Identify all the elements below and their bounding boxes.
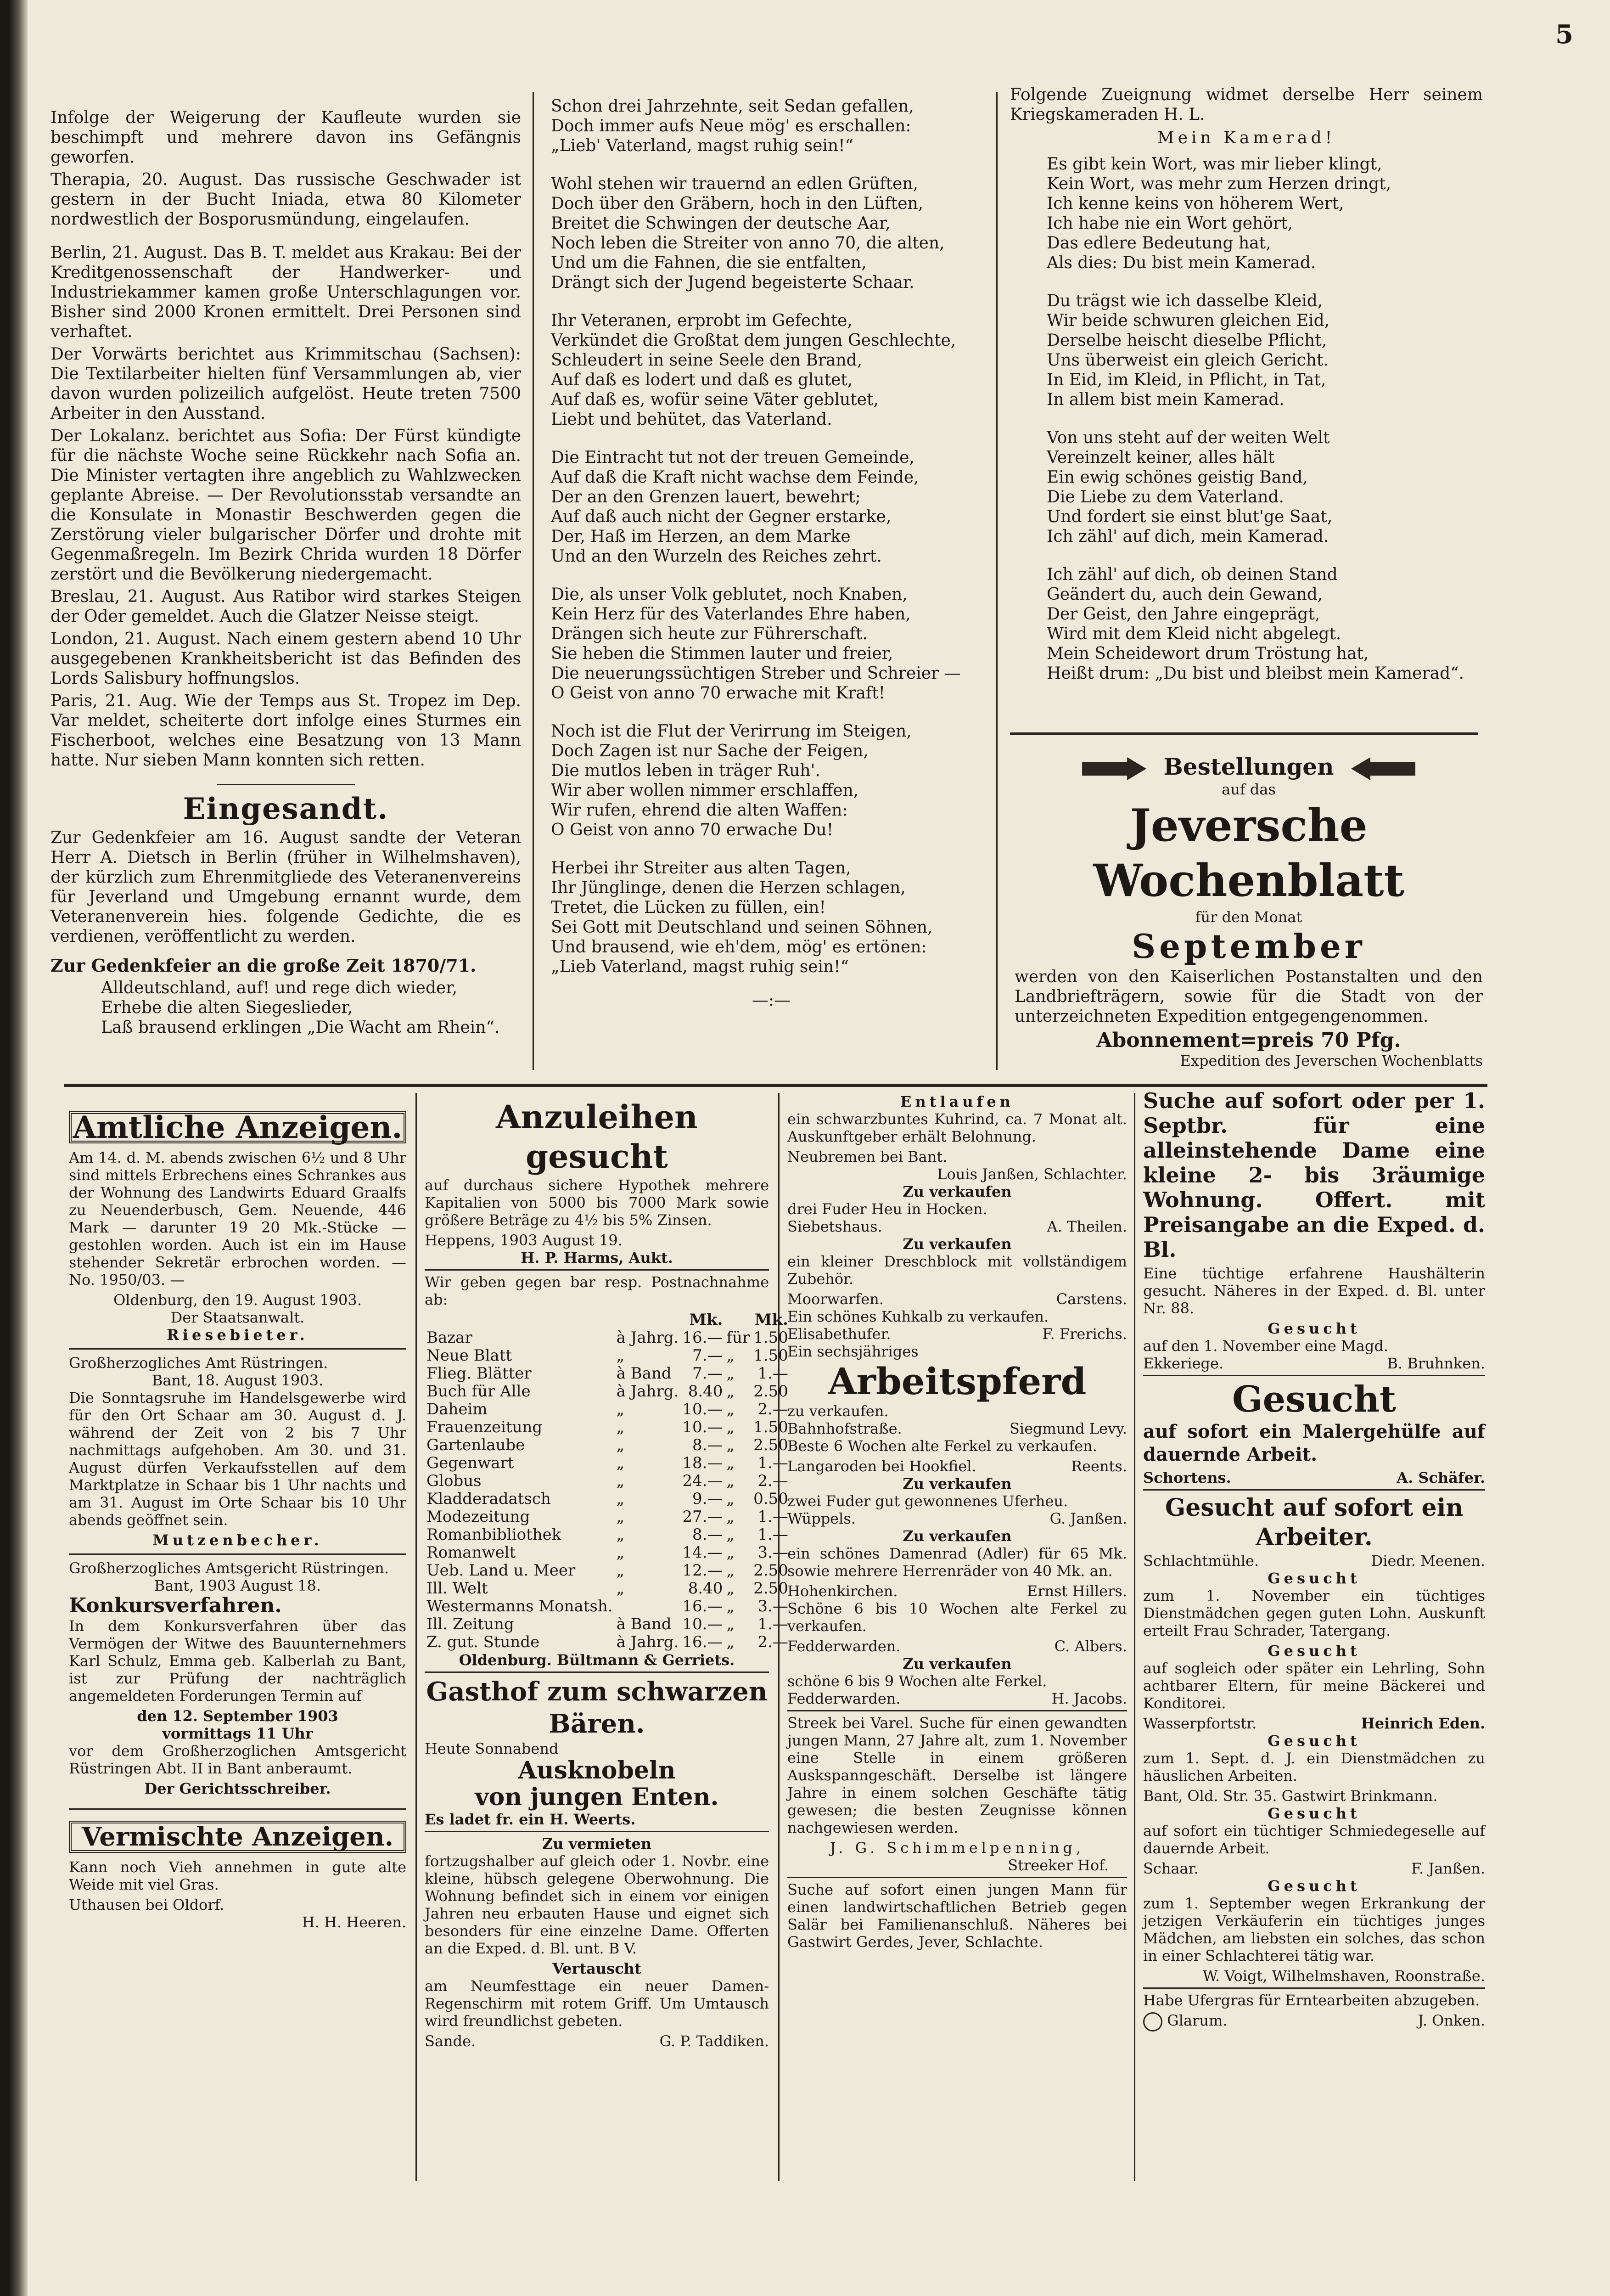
- poem-line: Ich kenne keins von höherem Wert,: [1047, 194, 1344, 213]
- column-news: [50, 108, 521, 1037]
- ad-signature: Riesebieter.: [167, 1326, 309, 1344]
- ad-place: Neubremen bei Bant.: [787, 1148, 948, 1165]
- ad-heading: Gesucht: [1268, 1805, 1361, 1822]
- page-number: 5: [1555, 19, 1573, 50]
- poem-line: Ich habe nie ein Wort gehört,: [1047, 214, 1293, 233]
- poem-line: Geändert du, auch dein Gewand,: [1047, 585, 1323, 604]
- stanza: [1010, 565, 1483, 683]
- ads-column-1: [69, 1111, 406, 1931]
- end-mark: —:—: [752, 991, 791, 1010]
- ad-signature-line: Schaar. F. Janßen.: [1143, 1860, 1485, 1877]
- poem-line: Ihr Jünglinge, denen die Herzen schlagen,: [551, 878, 906, 897]
- stanza: [1010, 428, 1483, 546]
- ad-signature-line: Wüppels. G. Janßen.: [787, 1510, 1127, 1527]
- poem-line: Wir beide schwuren gleichen Eid,: [1047, 311, 1330, 330]
- poem-title: Mein Kamerad!: [1157, 129, 1336, 147]
- ad-heading: Zu verkaufen: [903, 1475, 1012, 1492]
- table-row: Kladderadatsch „ 9.— „ 0.50: [426, 1490, 788, 1508]
- poem-line: Und an den Wurzeln des Reiches zehrt.: [551, 547, 882, 566]
- poem-line: Ein ewig schönes geistig Band,: [1047, 468, 1308, 487]
- table-row: Neue Blatt „ 7.— „ 1.50: [426, 1346, 788, 1365]
- column-rule: [533, 92, 534, 1070]
- poem-line: Derselbe heischt dieselbe Pflicht,: [1047, 331, 1327, 350]
- table-row: Westermanns Monatsh. 16.— „ 3.—: [426, 1597, 788, 1615]
- bestellungen-label: Bestellungen: [1163, 753, 1334, 780]
- poem-line: O Geist von anno 70 erwache mit Kraft!: [551, 684, 886, 703]
- ad-text: Kann noch Vieh annehmen in gute alte Weide mit viel Gras.: [69, 1858, 406, 1893]
- table-row: Frauenzeitung „ 10.— „ 1.50: [426, 1418, 788, 1436]
- poem-line: Das edlere Bedeutung hat,: [1047, 234, 1271, 253]
- poem-line: Und um die Fahnen, die sie entfalten,: [551, 253, 867, 272]
- ad-title-gesucht: Gesucht: [1232, 1379, 1397, 1420]
- ad-text: vor dem Großherzoglichen Amtsgericht Rüstringen Abt. II in Bant anberaumt.: [69, 1742, 406, 1777]
- ad-text: zum 1. Sept. d. J. ein Dienstmädchen zu häuslichen Arbeiten.: [1143, 1750, 1485, 1784]
- poem-line: Auf daß auch nicht der Gegner erstarke,: [551, 507, 892, 526]
- ad-title-arbeitspferd: Arbeitspferd: [828, 1360, 1087, 1403]
- poem-line: Ich zähl' auf dich, ob deinen Stand: [1047, 565, 1338, 584]
- ad-text: Habe Ufergras für Erntearbeiten abzugeben.: [1143, 1992, 1480, 2009]
- poem-line: Vereinzelt keiner, alles hält: [1047, 448, 1275, 467]
- bestell-month: September: [1132, 927, 1366, 966]
- stanza: [551, 721, 992, 840]
- stanza: [1010, 291, 1483, 410]
- gasthof-title: Gasthof zum schwarzen Bären.: [426, 1677, 768, 1739]
- poem-line: Schleudert in seine Seele den Brand,: [551, 351, 863, 370]
- pointing-hand-icon: [1143, 2012, 1162, 2032]
- divider: [69, 1808, 406, 1810]
- ad-signature: Es ladet fr. ein H. Weerts.: [425, 1811, 636, 1828]
- ad-heading: Zu verkaufen: [903, 1183, 1012, 1200]
- table-row: Z. gut. Stunde à Jahrg. 16.— „ 2.—: [426, 1633, 788, 1651]
- poem-line: Schon drei Jahrzehnte, seit Sedan gefallen,: [551, 97, 914, 116]
- poem-line: Verkündet die Großtat dem jungen Geschlechte,: [551, 331, 956, 350]
- ad-heading: Gesucht: [1268, 1732, 1361, 1750]
- news-paragraph: Der Vorwärts berichtet aus Krimmitschau (Sachsen): Die Textilarbeiter hielten fünf Versammlungen ab, vier davon wurden polizeilich aufgelöst. Heute treten 7500 Arbeiter in den Ausstand.: [50, 345, 521, 423]
- poem-line: Laß brausend erklingen „Die Wacht am Rhein“.: [101, 1018, 500, 1037]
- intro-text: Folgende Zueignung widmet derselbe Herr seinem Kriegskameraden H. L.: [1010, 85, 1483, 124]
- ad-text: auf sogleich oder später ein Lehrling, Sohn achtbarer Eltern, für meine Bäckerei und Konditorei.: [1143, 1660, 1485, 1712]
- ad-signature-line: Moorwarfen. Carstens.: [787, 1290, 1127, 1308]
- ad-signature-line: Hohenkirchen. Ernst Hillers.: [787, 1582, 1127, 1600]
- poem-line: Wir rufen, ehrend die alten Waffen:: [551, 801, 848, 820]
- ad-heading: Zu verkaufen: [903, 1655, 1012, 1672]
- table-row: Ill. Welt „ 8.40 „ 2.50: [426, 1579, 788, 1598]
- anzuleihen-title: Anzuleihen gesucht: [496, 1098, 698, 1176]
- ad-signature: Oldenburg. Bültmann & Gerriets.: [459, 1651, 735, 1669]
- ad-signature: H. H. Heeren.: [302, 1913, 406, 1931]
- ad-signature: Streeker Hof.: [1008, 1857, 1109, 1874]
- news-paragraph: Berlin, 21. August. Das B. T. meldet aus Krakau: Bei der Kreditgenossenschaft der Handwerker- und Industriekammer kamen große Unterschlagungen vor. Bisher sind 2000 Kronen ermittelt. Drei Personen sind verhaftet.: [50, 243, 521, 341]
- column-poem: [551, 96, 992, 1010]
- ad-text: Am 14. d. M. abends zwischen 6½ und 8 Uhr sind mittels Erbrechens eines Schrankes aus der Wohnung des Landwirts Eduard Graalfs zu Neuenderbusch, Gem. Neuende, 446 Mark — darunter 19 20 Mk.-Stücke — gestohlen worden. Auch ist ein im Hause stehender Sekretär erbrochen worden. — No. 1950/03. —: [69, 1149, 406, 1289]
- amtliche-anzeigen-title: Amtliche Anzeigen.: [69, 1111, 406, 1143]
- poem-line: Und fordert sie einst blut'ge Saat,: [1047, 507, 1333, 526]
- ad-text: drei Fuder Heu in Hocken.: [787, 1200, 987, 1218]
- ad-date: Bant, 18. August 1903.: [151, 1372, 324, 1389]
- poem-line: Mein Scheidewort drum Tröstung hat,: [1047, 644, 1369, 663]
- ads-column-2: [425, 1097, 788, 2050]
- poem-line: Uns überweist ein gleich Gericht.: [1047, 351, 1329, 370]
- bestell-signature: Expedition des Jeverschen Wochenblatts: [1180, 1052, 1483, 1069]
- bestellungen-box: [1015, 753, 1483, 1069]
- column-rule: [1134, 1093, 1135, 2181]
- ad-text: auf sofort ein tüchtiger Schmiedegeselle auf dauernde Arbeit.: [1143, 1822, 1485, 1857]
- ad-text: zu verkaufen.: [787, 1402, 889, 1420]
- divider: [425, 1831, 769, 1832]
- divider: [1143, 1987, 1485, 1989]
- poem-line: Die Eintracht tut not der treuen Gemeinde,: [551, 448, 914, 467]
- bestellungen-heading: [1015, 753, 1483, 781]
- ad-heading: Großherzogliches Amtsgericht Rüstringen.: [69, 1559, 389, 1577]
- poem-line: Doch immer aufs Neue mög' es erschallen:: [551, 117, 911, 135]
- ad-signature: H. P. Harms, Aukt.: [521, 1249, 673, 1266]
- ad-text: am Neumfesttage ein neuer Damen-Regenschirm mit rotem Griff. Um Umtausch wird freundlichst gebeten.: [425, 1977, 769, 2030]
- column-rule: [415, 1093, 417, 2181]
- ad-signature: Mutzenbecher.: [152, 1531, 323, 1549]
- poem-line: Sei Gott mit Deutschland und seinen Söhnen,: [551, 918, 933, 937]
- ad-signature-line: Elisabethufer. F. Frerichs.: [787, 1325, 1127, 1343]
- stanza: [551, 585, 992, 703]
- poem-line: Doch Zagen ist nur Sache der Feigen,: [551, 742, 869, 760]
- poem-title: Zur Gedenkfeier an die große Zeit 1870/71.: [50, 955, 477, 976]
- ad-text: Ein schönes Kuhkalb zu verkaufen.: [787, 1308, 1049, 1325]
- news-paragraph: Breslau, 21. August. Aus Ratibor wird starkes Steigen der Oder gemeldet. Auch die Glatzer Neisse steigt.: [50, 587, 521, 626]
- divider: [425, 1671, 769, 1673]
- poem-line: Kein Herz für des Vaterlandes Ehre haben,: [551, 605, 911, 624]
- vermischte-anzeigen-title: Vermischte Anzeigen.: [69, 1821, 406, 1853]
- poem-line: Als dies: Du bist mein Kamerad.: [1047, 253, 1316, 272]
- ad-signature: Bant, Old. Str. 35. Gastwirt Brinkmann.: [1143, 1787, 1438, 1805]
- poem-line: Breitet die Schwingen der deutsche Aar,: [551, 214, 891, 233]
- poem-line: Der, Haß im Herzen, an dem Marke: [551, 527, 851, 546]
- ad-office: Der Staatsanwalt.: [170, 1309, 305, 1326]
- poem-line: „Lieb Vaterland, magst ruhig sein!“: [551, 957, 849, 976]
- bestell-auf: auf das: [1222, 781, 1276, 798]
- divider: [1143, 1375, 1485, 1376]
- divider: [425, 1269, 769, 1271]
- table-row: Modezeitung „ 27.— „ 1.—: [426, 1508, 788, 1526]
- ad-text: zwei Fuder gut gewonnenes Uferheu.: [787, 1492, 1068, 1510]
- poem-line: Alldeutschland, auf! und rege dich wieder,: [101, 979, 458, 997]
- ad-event: Ausknobeln: [518, 1756, 676, 1784]
- section-title-eingesandt: Eingesandt.: [183, 792, 389, 826]
- poem-line: Noch leben die Streiter von anno 70, die alten,: [551, 234, 945, 253]
- ad-signature-line: Sande. G. P. Taddiken.: [425, 2032, 769, 2050]
- ad-heading: Entlaufen: [900, 1093, 1014, 1110]
- ad-date: Oldenburg, den 19. August 1903.: [113, 1291, 362, 1309]
- ad-text: Schöne 6 bis 10 Wochen alte Ferkel zu verkaufen.: [787, 1600, 1127, 1635]
- ad-signature-line: Glarum. J. Onken.: [1143, 2012, 1485, 2032]
- stanza: [551, 96, 992, 156]
- poem-line: In Eid, im Kleid, in Pflicht, in Tat,: [1047, 371, 1326, 389]
- ad-text: Heute Sonnabend: [425, 1740, 559, 1757]
- ad-text: fortzugshalber auf gleich oder 1. Novbr. eine kleine, hübsch gelegene Oberwohnung. Die Wohnung befindet sich in einem vor einigen Jahren neu erbauten Hause und eignet sich besonders für eine einzelne Dame. Offerten an die Exped. d. Bl. unt. B V.: [425, 1852, 769, 1957]
- poem-line: Die mutlos leben in träger Ruh'.: [551, 761, 820, 780]
- ad-text: ein kleiner Dreschblock mit vollständigem Zubehör.: [787, 1253, 1127, 1288]
- poem-line: Du trägst wie ich dasselbe Kleid,: [1047, 292, 1323, 310]
- news-paragraph: Therapia, 20. August. Das russische Geschwader ist gestern in der Bucht Iniada, etwa 80 Kilometer nordwestlich der Bosporusmündung, eingelaufen.: [50, 170, 521, 229]
- table-row: Globus „ 24.— „ 2.—: [426, 1472, 788, 1490]
- ad-heading: Gesucht: [1268, 1570, 1361, 1587]
- divider: [787, 1710, 1127, 1711]
- ad-signature: W. Voigt, Wilhelmshaven, Roonstraße.: [1202, 1967, 1485, 1985]
- pointing-hand-icon: [1351, 757, 1415, 780]
- divider: [787, 1877, 1127, 1878]
- divider: [1143, 1489, 1485, 1491]
- ad-signature: J. G. Schimmelpenning,: [830, 1839, 1085, 1857]
- table-row: Daheim „ 10.— „ 2.—: [426, 1400, 788, 1418]
- stanza: [551, 311, 992, 429]
- ad-date: Heppens, 1903 August 19.: [425, 1232, 623, 1249]
- stanza: [551, 858, 992, 977]
- poem-line: Wir aber wollen nimmer erschlaffen,: [551, 781, 859, 800]
- table-row: Flieg. Blätter à Band 7.— „ 1.—: [426, 1364, 788, 1383]
- poem-line: Der an den Grenzen lauert, bewehrt;: [551, 488, 861, 506]
- poem-line: Noch ist die Flut der Verirrung im Steigen,: [551, 722, 912, 741]
- poem-line: Ich zähl' auf dich, mein Kamerad.: [1047, 527, 1329, 546]
- ad-date: Bant, 1903 August 18.: [154, 1577, 321, 1594]
- section-rule: [1010, 732, 1478, 735]
- newspaper-name: Jeversche Wochenblatt: [1093, 799, 1404, 906]
- ad-heading: Zu verkaufen: [903, 1527, 1012, 1545]
- bestell-price: Abonnement=preis 70 Pfg.: [1096, 1029, 1401, 1052]
- table-row: Buch für Alle à Jahrg. 8.40 „ 2.50: [426, 1382, 788, 1401]
- news-paragraph: Der Lokalanz. berichtet aus Sofia: Der Fürst kündigte für die nächste Woche seine Rückkehr nach Sofia an. Die Minister vertagten ihre angeblich zu Wahlzwecken geplante Abreise. — Der Revolutionsstab versandte an die Konsulate in Monastir Beschwerden gegen die Zerstörung vieler bulgarischer Dörfer und drohte mit Gegenmaßregeln. Im Bezirk Chrida wurden 18 Dörfer zerstört und die Bevölkerung niedergemacht.: [50, 427, 521, 584]
- book-gutter: [0, 0, 28, 2296]
- ad-heading: Gesucht: [1268, 1877, 1361, 1895]
- ad-text: auf den 1. November eine Magd.: [1143, 1337, 1388, 1355]
- ad-text: Beste 6 Wochen alte Ferkel zu verkaufen.: [787, 1437, 1097, 1455]
- poem-line: Es gibt kein Wort, was mir lieber klingt,: [1047, 155, 1382, 174]
- poem-line: Wird mit dem Kleid nicht abgelegt.: [1047, 625, 1341, 643]
- ad-signature-line: Siebetshaus. A. Theilen.: [787, 1218, 1127, 1235]
- ad-signature: Louis Janßen, Schlachter.: [937, 1165, 1127, 1183]
- table-row: Gegenwart „ 18.— „ 1.—: [426, 1454, 788, 1472]
- poem-line: Erhebe die alten Siegeslieder,: [101, 998, 353, 1017]
- ad-signature-line: Ekkeriege. B. Bruhnken.: [1143, 1355, 1485, 1372]
- ad-text: Streek bei Varel. Suche für einen gewandten jungen Mann, 27 Jahre alt, zum 1. November eine Stelle in einem größeren Auskspanngeschäft. Derselbe ist längere Jahre in einem solchen Geschäfte tätig gewesen; die besten Zeugnisse können nachgewiesen werden.: [787, 1714, 1127, 1836]
- poem-line: Doch über den Gräbern, hoch in den Lüften,: [551, 194, 924, 213]
- ad-text: auf durchaus sichere Hypothek mehrere Kapitalien von 5000 bis 7000 Mark sowie größere Beträge zu 4½ bis 5% Zinsen.: [425, 1176, 769, 1229]
- poem-line: Auf daß es, wofür seine Väter geblutet,: [551, 390, 879, 409]
- ad-heading: Vertauscht: [552, 1960, 641, 1977]
- table-row: Romanbibliothek „ 8.— „ 1.—: [426, 1525, 788, 1544]
- ad-term: den 12. September 1903: [137, 1707, 338, 1725]
- poem-line: Sie heben die Stimmen lauter und freier,: [551, 644, 893, 663]
- table-row: Ill. Zeitung à Band 10.— „ 1.—: [426, 1615, 788, 1633]
- ad-text: zum 1. September wegen Erkrankung der jetzigen Verkäuferin ein tüchtiges junges Mädchen, am liebsten ein solches, das schon in einer Schlachterei tätig war.: [1143, 1895, 1485, 1964]
- poem-line: Der Geist, den Jahre eingeprägt,: [1047, 605, 1320, 624]
- divider: [217, 784, 355, 785]
- poem-line: Drängen sich heute zur Führerschaft.: [551, 625, 868, 643]
- stanza: [551, 174, 992, 293]
- table-row: Bazar à Jahrg. 16.— für 1.50: [426, 1328, 788, 1347]
- ad-signature-line: Fedderwarden. H. Jacobs.: [787, 1690, 1127, 1707]
- poem-line: Herbei ihr Streiter aus alten Tagen,: [551, 859, 851, 878]
- price-table: [425, 1311, 790, 1651]
- ads-column-3: [787, 1093, 1127, 1953]
- poem-line: Heißt drum: „Du bist und bleibst mein Kamerad“.: [1047, 664, 1464, 683]
- ad-signature-line: Schlachtmühle. Diedr. Meenen.: [1143, 1552, 1485, 1570]
- ad-place: Uthausen bei Oldorf.: [69, 1896, 224, 1913]
- ad-text: ein schönes Damenrad (Adler) für 65 Mk. sowie mehrere Herrenräder von 40 Mk. an.: [787, 1545, 1127, 1580]
- ad-text: Die Sonntagsruhe im Handelsgewerbe wird für den Ort Schaar am 30. August d. J. während der Zeit von 2 bis 7 Uhr nachmittags aufgehoben. Am 30. und 31. August dürfen Verkaufsstellen auf dem Marktplatze in Schaar bis 1 Uhr nachts und am 31. August im Orte Schaar bis 10 Uhr abends geöffnet sein.: [69, 1389, 406, 1529]
- poem-line: Kein Wort, was mehr zum Herzen dringt,: [1047, 174, 1391, 193]
- news-paragraph: London, 21. August. Nach einem gestern abend 10 Uhr ausgegebenen Krankheitsbericht ist das Befinden des Lords Salisbury hoffnungslos.: [50, 630, 521, 688]
- poem-line: Drängt sich der Jugend begeisterte Schaar.: [551, 273, 914, 292]
- ad-title: Gesucht auf sofort ein Arbeiter.: [1165, 1494, 1464, 1551]
- poem-line: Ihr Veteranen, erprobt im Gefechte,: [551, 311, 853, 330]
- poem-line: Die Liebe zu dem Vaterland.: [1047, 488, 1284, 506]
- bestell-text: werden von den Kaiserlichen Postanstalten und den Landbriefträgern, sowie für die Stadt von der unterzeichneten Expedition entgegengenommen.: [1015, 968, 1483, 1026]
- table-row: Romanwelt „ 14.— „ 3.—: [426, 1543, 788, 1562]
- ad-heading: Zu vermieten: [542, 1835, 652, 1852]
- ad-term: vormittags 11 Uhr: [162, 1725, 313, 1742]
- poem-line: Und brausend, wie eh'dem, mög' es ertönen:: [551, 938, 927, 957]
- stanza: [551, 448, 992, 566]
- ad-text: schöne 6 bis 9 Wochen alte Ferkel.: [787, 1672, 1047, 1690]
- ad-text: ein schwarzbuntes Kuhrind, ca. 7 Monat alt. Auskunftgeber erhält Belohnung.: [787, 1110, 1127, 1145]
- ad-heading: Gesucht: [1268, 1320, 1361, 1337]
- poem-line: In allem bist mein Kamerad.: [1047, 390, 1285, 409]
- ad-heading: Gesucht: [1268, 1642, 1361, 1660]
- ad-text: zum 1. November ein tüchtiges Dienstmädchen gegen guten Lohn. Auskunft erteilt Frau Schrader, Tatergang.: [1143, 1587, 1485, 1639]
- ad-signature-line: Bahnhofstraße. Siegmund Levy.: [787, 1420, 1127, 1437]
- poem-line: „Lieb' Vaterland, magst ruhig sein!“: [551, 136, 853, 155]
- table-row: Gartenlaube „ 8.— „ 2.50: [426, 1436, 788, 1454]
- ad-signature-line: Wasserpfortstr. Heinrich Eden.: [1143, 1715, 1485, 1732]
- ad-signature-line: Langaroden bei Hookfiel. Reents.: [787, 1458, 1127, 1475]
- ads-column-4: [1143, 1088, 1485, 2032]
- poem-line: Wohl stehen wir trauernd an edlen Grüften,: [551, 174, 918, 193]
- table-header: Mk. Mk.: [689, 1311, 788, 1329]
- bestell-month-pre: für den Monat: [1195, 908, 1302, 926]
- ad-title: Konkursverfahren.: [69, 1594, 282, 1617]
- column-rule: [996, 92, 998, 1070]
- ad-text: Eine tüchtige erfahrene Haushälterin gesucht. Näheres in der Exped. d. Bl. unter Nr. 88.: [1143, 1265, 1485, 1317]
- poem-line: Auf daß es lodert und daß es glutet,: [551, 371, 853, 389]
- ad-text: In dem Konkursverfahren über das Vermögen der Witwe des Bauunternehmers Karl Schulz, Emma geb. Kalberlah zu Bant, ist zur Prüfung der nachträglich angemeldeten Forderungen Termin auf: [69, 1617, 406, 1705]
- table-row: Ueb. Land u. Meer „ 12.— „ 2.50: [426, 1561, 788, 1580]
- ad-signature-line: Schortens. A. Schäfer.: [1143, 1469, 1485, 1486]
- price-intro: Wir geben gegen bar resp. Postnachnahme ab:: [425, 1273, 769, 1308]
- ad-signature: Der Gerichtsschreiber.: [144, 1780, 331, 1797]
- poem-line: Die neuerungssüchtigen Streber und Schreier —: [551, 664, 961, 683]
- ad-text-bold: auf sofort ein Malergehülfe auf dauernde Arbeit.: [1143, 1421, 1485, 1465]
- column-kamerad: [1010, 85, 1483, 702]
- pointing-hand-icon: [1082, 757, 1146, 780]
- poem-line: O Geist von anno 70 erwache Du!: [551, 821, 834, 839]
- eingesandt-text: Zur Gedenkfeier am 16. August sandte der Veteran Herr A. Dietsch in Berlin (früher in Wilhelmshaven), der kürzlich zum Ehrenmitgliede des Veteranenvereins für Jeverland und Umgebung ernannt wurde, dem Veteranenverein hies. folgende Gedichte, die es verdienen, veröffentlicht zu werden.: [50, 828, 521, 946]
- poem-line: Von uns steht auf der weiten Welt: [1047, 428, 1330, 447]
- ad-text: Suche auf sofort einen jungen Mann für einen landwirtschaftlichen Betrieb gegen Salär bei Familienanschluß. Näheres bei Gastwirt Gerdes, Jever, Schlachte.: [787, 1881, 1127, 1951]
- ads-top-rule: [64, 1084, 1487, 1087]
- ad-signature-line: Fedderwarden. C. Albers.: [787, 1638, 1127, 1655]
- ad-text: Ein sechsjähriges: [787, 1343, 919, 1360]
- ad-heading: Zu verkaufen: [903, 1235, 1012, 1253]
- news-paragraph: Paris, 21. Aug. Wie der Temps aus St. Tropez im Dep. Var meldet, scheiterte dort infolge eines Sturmes ein Fischerboot, welches eine Besatzung von 13 Mann hatte. Nur sieben Mann konnten sich retten.: [50, 692, 521, 770]
- poem-line: Die, als unser Volk geblutet, noch Knaben,: [551, 585, 908, 604]
- news-paragraph: Infolge der Weigerung der Kaufleute wurden sie beschimpft und mehrere davon ins Gefängnis geworfen.: [50, 108, 521, 167]
- divider: [69, 1348, 406, 1350]
- stanza: [1010, 154, 1483, 273]
- poem-line: Liebt und behütet, das Vaterland.: [551, 410, 832, 429]
- poem-line: Auf daß die Kraft nicht wachse dem Feinde,: [551, 468, 919, 487]
- poem-lines: [50, 978, 521, 1037]
- poem-line: Tretet, die Lücken zu füllen, ein!: [551, 898, 826, 917]
- ad-heading: Großherzogliches Amt Rüstringen.: [69, 1354, 328, 1372]
- ad-text-bold: Suche auf sofort oder per 1. Septbr. für eine alleinstehende Dame eine kleine 2- bis 3räumige Wohnung. Offert. mit Preisangabe an die Exped. d. Bl.: [1143, 1088, 1485, 1262]
- divider: [69, 1553, 406, 1555]
- ad-event: von jungen Enten.: [475, 1783, 719, 1811]
